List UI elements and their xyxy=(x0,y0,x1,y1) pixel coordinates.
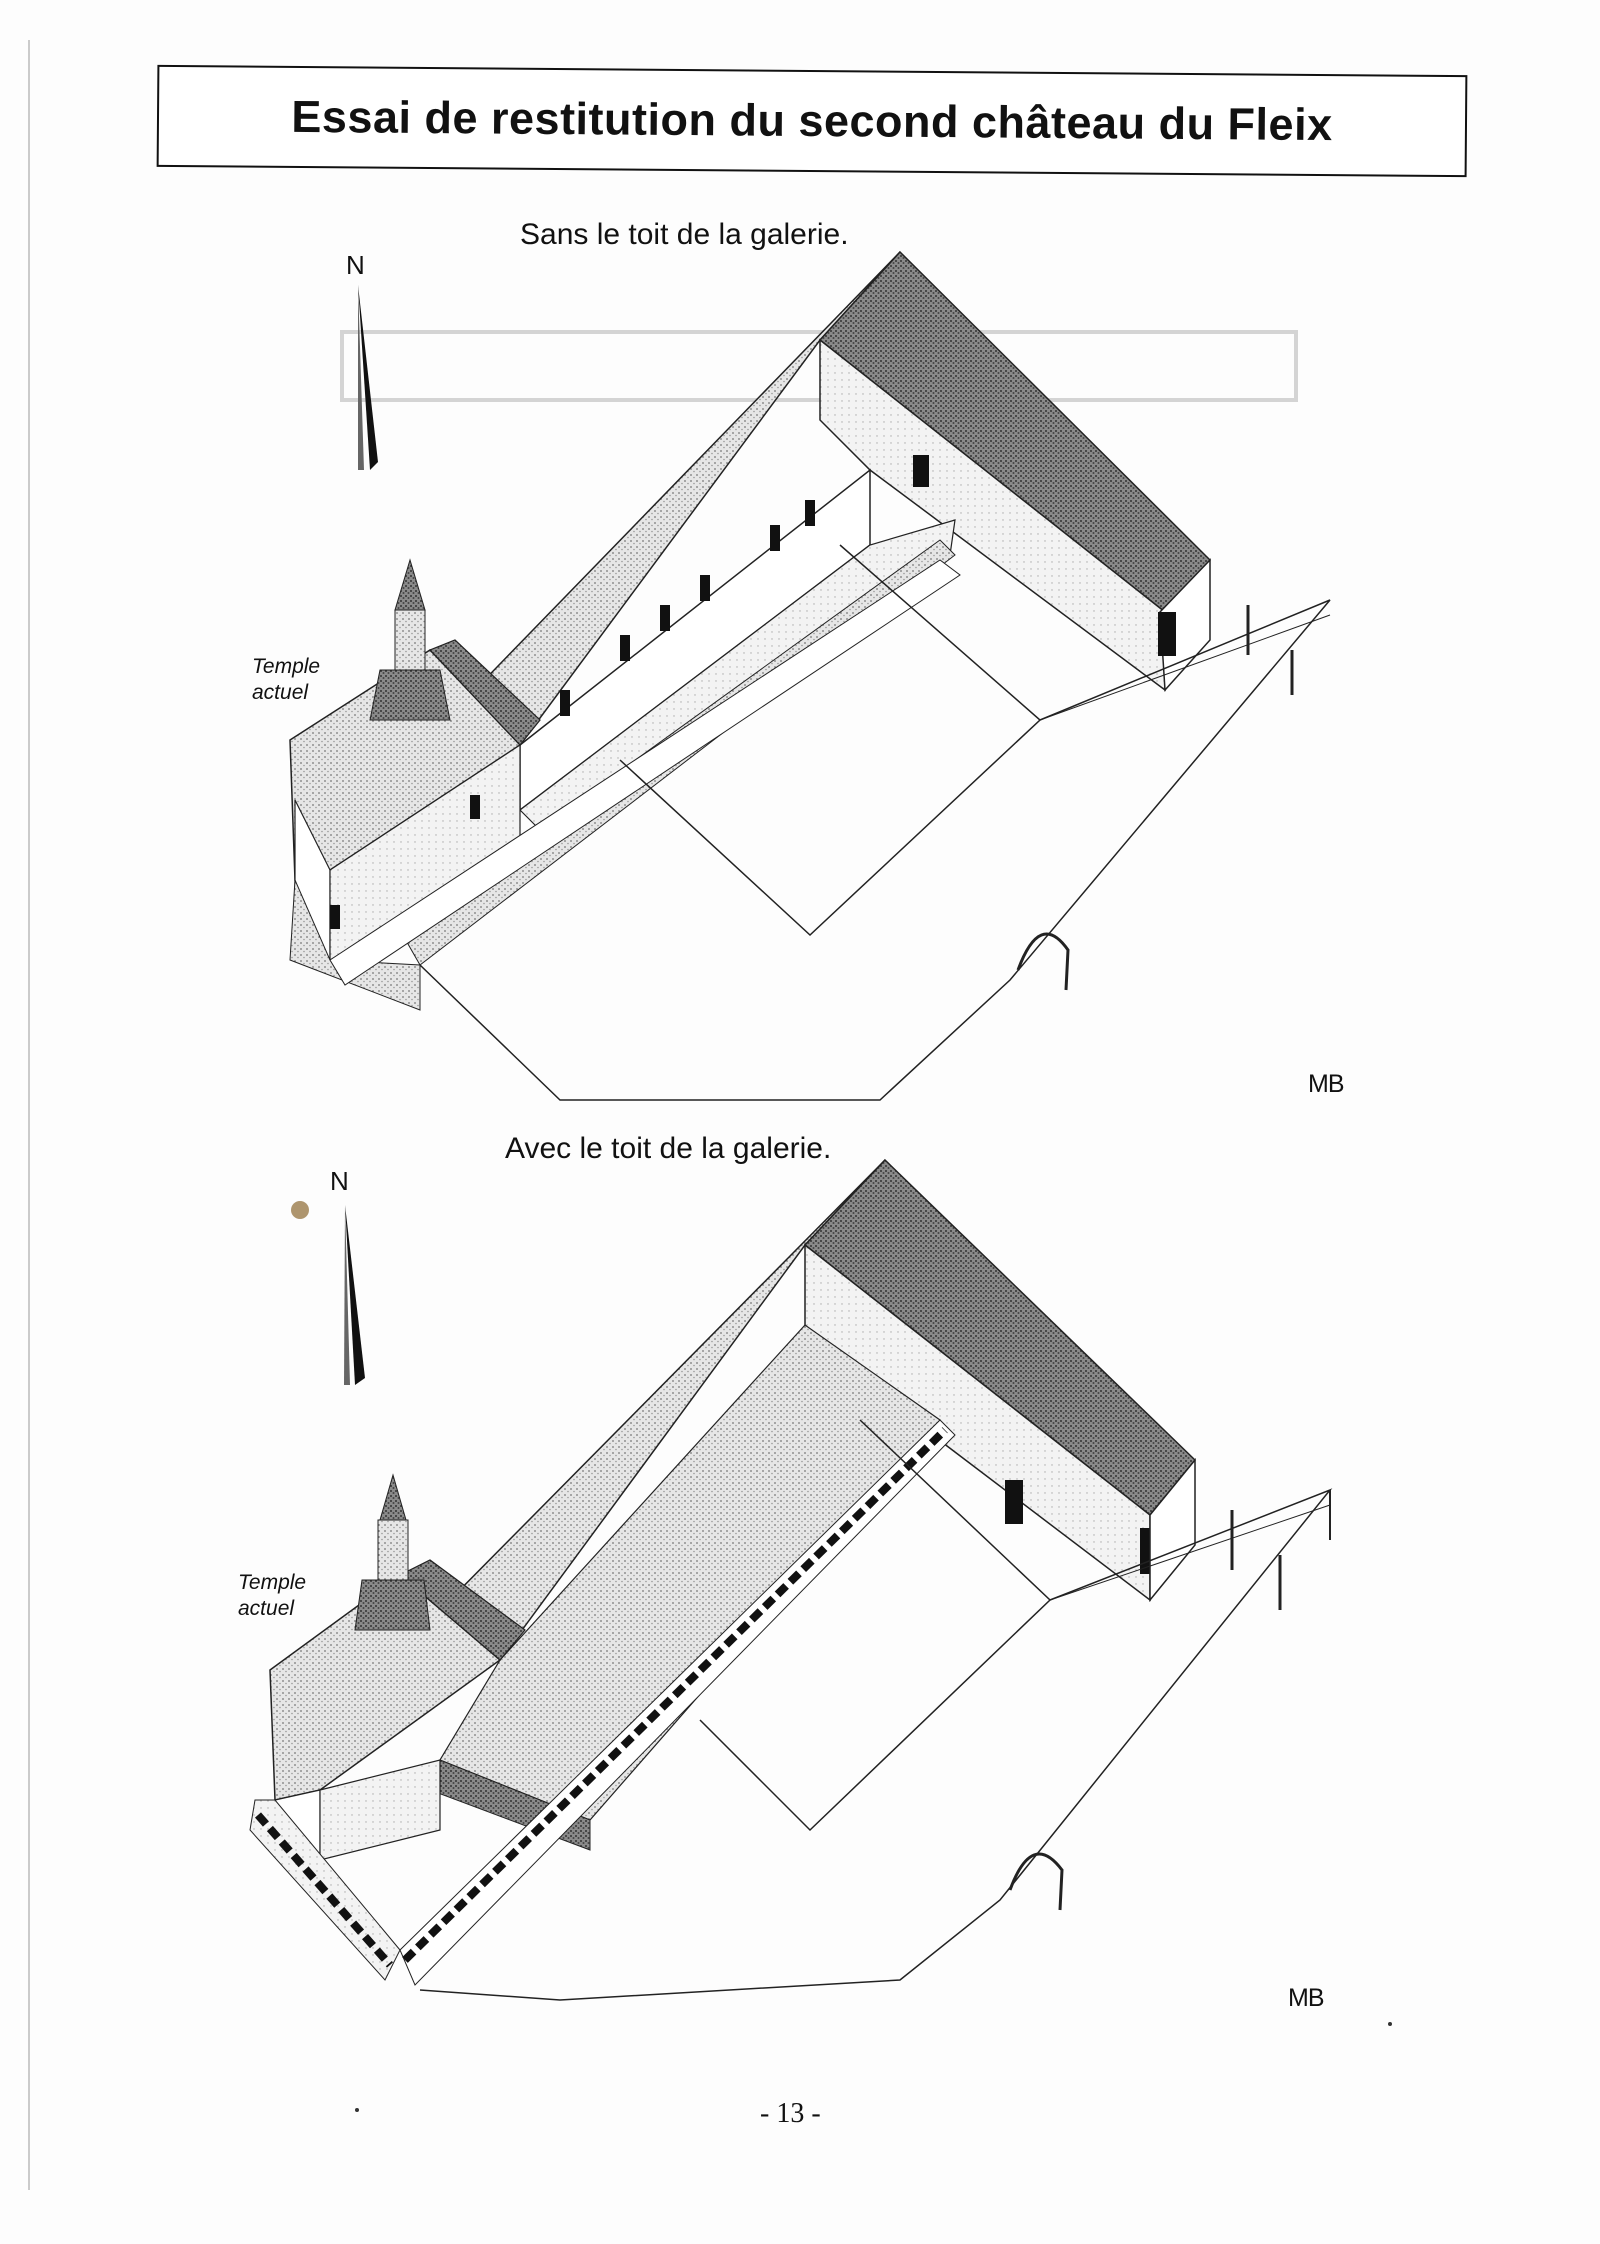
page-title: Essai de restitution du second château du Fleix xyxy=(291,90,1333,151)
temple-label-bottom xyxy=(238,1570,306,1622)
signature-bottom: MB xyxy=(1288,1984,1324,2012)
temple-label-line1: Temple xyxy=(252,655,321,678)
temple-tower-top xyxy=(395,560,425,610)
temple-label-line2: actuel xyxy=(252,681,309,704)
temple-tower-bottom xyxy=(380,1475,406,1520)
north-label-bottom: N xyxy=(330,1166,349,1196)
signature-top: MB xyxy=(1308,1070,1344,1098)
north-label-top: N xyxy=(346,250,365,280)
temple-label-line1: Temple xyxy=(238,1571,307,1594)
drawing-with-gallery-roof xyxy=(250,1160,1330,2000)
temple-label-line2: actuel xyxy=(238,1597,295,1620)
ink-stain xyxy=(291,1201,309,1219)
caption-without-gallery-roof: Sans le toit de la galerie. xyxy=(520,218,849,251)
drawing-without-gallery-roof xyxy=(290,252,1330,1100)
page-number: - 13 - xyxy=(760,2098,821,2129)
temple-label-top xyxy=(252,654,320,706)
caption-with-gallery-roof: Avec le toit de la galerie. xyxy=(505,1132,832,1165)
